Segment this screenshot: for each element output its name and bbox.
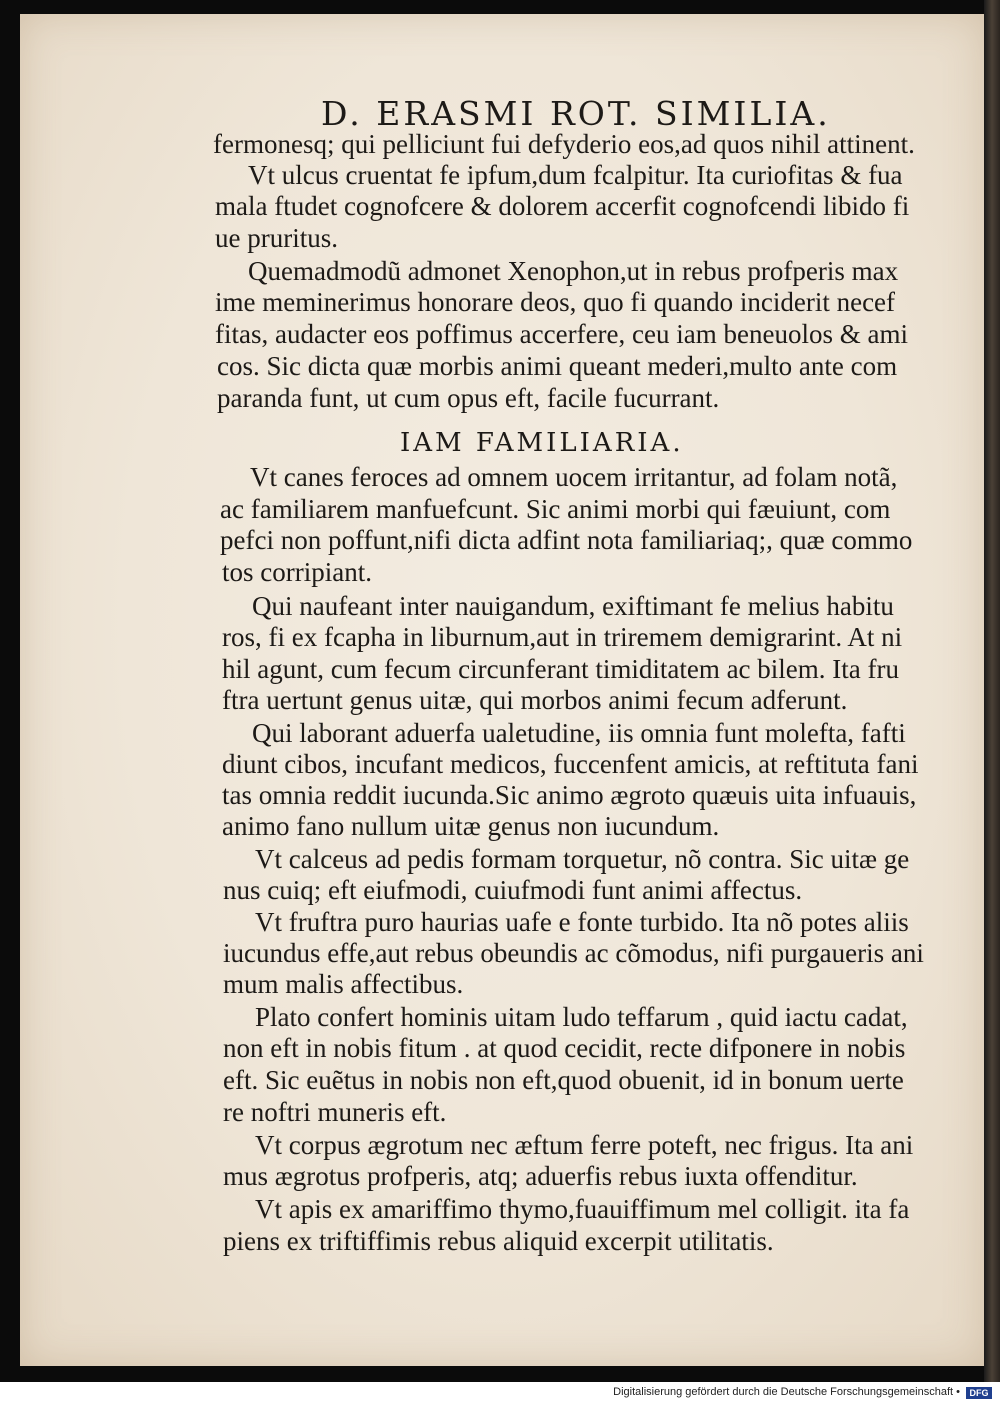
dfg-logo: DFG [966, 1387, 992, 1399]
text-line: Vt calceus ad pedis formam torquetur, nõ contra. Sic uitæ ge [255, 844, 910, 874]
section-heading: IAM FAMILIARIA. [400, 428, 684, 458]
text-line: paranda funt, ut cum opus eft, facile fucurrant. [217, 383, 720, 413]
footer-bar [0, 1382, 1000, 1404]
text-line: ftra uertunt genus uitæ, qui morbos animi fecum adferunt. [222, 685, 848, 715]
text-line: diunt cibos, incufant medicos, fuccenfent amicis, at reftituta fani [222, 749, 919, 779]
text-line: piens ex triftiffimis rebus aliquid excerpit utilitatis. [223, 1226, 774, 1256]
text-line: mum malis affectibus. [223, 969, 464, 999]
text-line: re noftri muneris eft. [223, 1097, 447, 1127]
text-line: Vt apis ex amariffimo thymo,fuauiffimum mel colligit. ita fa [255, 1194, 910, 1224]
text-line: ros, fi ex fcapha in liburnum,aut in triremem demigrarint. At ni [222, 622, 903, 652]
text-line: cos. Sic dicta quæ morbis animi queant mederi,multo ante com [217, 351, 898, 381]
text-line: tos corripiant. [222, 557, 372, 587]
text-line: Qui laborant aduerfa ualetudine, iis omnia funt molefta, fafti [252, 718, 906, 748]
text-line: animo fano nullum uitæ genus non iucundum. [222, 811, 720, 841]
book-spine-edge [984, 0, 1000, 1382]
text-line: ac familiarem manfuefcunt. Sic animi morbi qui fæuiunt, com [220, 494, 891, 524]
text-line: mus ægrotus profperis, atq; aduerfis rebus iuxta offenditur. [223, 1161, 858, 1191]
text-line: ue pruritus. [215, 223, 338, 253]
text-line: Vt corpus ægrotum nec æftum ferre poteft, nec frigus. Ita ani [255, 1130, 914, 1160]
text-line: non eft in nobis fitum . at quod cecidit, recte difponere in nobis [223, 1033, 906, 1063]
text-line: Plato confert hominis uitam ludo teffarum , quid iactu cadat, [255, 1002, 908, 1032]
text-line: iucundus effe,aut rebus obeundis ac cõmodus, nifi purgaueris ani [223, 938, 924, 968]
text-line: Vt ulcus cruentat fe ipfum,dum fcalpitur. Ita curiofitas & fua [248, 160, 903, 190]
text-line: Vt canes feroces ad omnem uocem irritantur, ad folam notã, [250, 462, 898, 492]
text-line: fermonesq; qui pelliciunt fui defyderio eos,ad quos nihil attinent. [213, 129, 915, 159]
text-line: fitas, audacter eos poffimus accerfere, ceu iam beneuolos & ami [215, 319, 908, 349]
book-page [20, 14, 984, 1366]
text-line: hil agunt, cum fecum circunferant timiditatem ac bilem. Ita fru [222, 654, 899, 684]
text-line: Vt fruftra puro haurias uafe e fonte turbido. Ita nõ potes aliis [255, 907, 909, 937]
text-line: Quemadmodũ admonet Xenophon,ut in rebus profperis max [248, 256, 899, 286]
text-line: tas omnia reddit iucunda.Sic animo ægroto quæuis uita infuauis, [222, 780, 917, 810]
funding-credit: Digitalisierung gefördert durch die Deutsche Forschungsgemeinschaft • [613, 1386, 960, 1398]
text-line: pefci non poffunt,nifi dicta adfint nota familiariaq;, quæ commo [220, 525, 913, 555]
text-line: Qui naufeant inter nauigandum, exiftimant fe melius habitu [252, 591, 894, 621]
text-line: ime meminerimus honorare deos, quo fi quando inciderit necef [215, 287, 896, 317]
text-line: eft. Sic euẽtus in nobis non eft,quod obuenit, id in bonum uerte [223, 1065, 904, 1095]
running-header: D. ERASMI ROT. SIMILIA. [321, 94, 831, 133]
text-line: nus cuiq; eft eiufmodi, cuiufmodi funt animi affectus. [223, 875, 803, 905]
text-line: mala ftudet cognofcere & dolorem accerfit cognofcendi libido fi [215, 191, 910, 221]
